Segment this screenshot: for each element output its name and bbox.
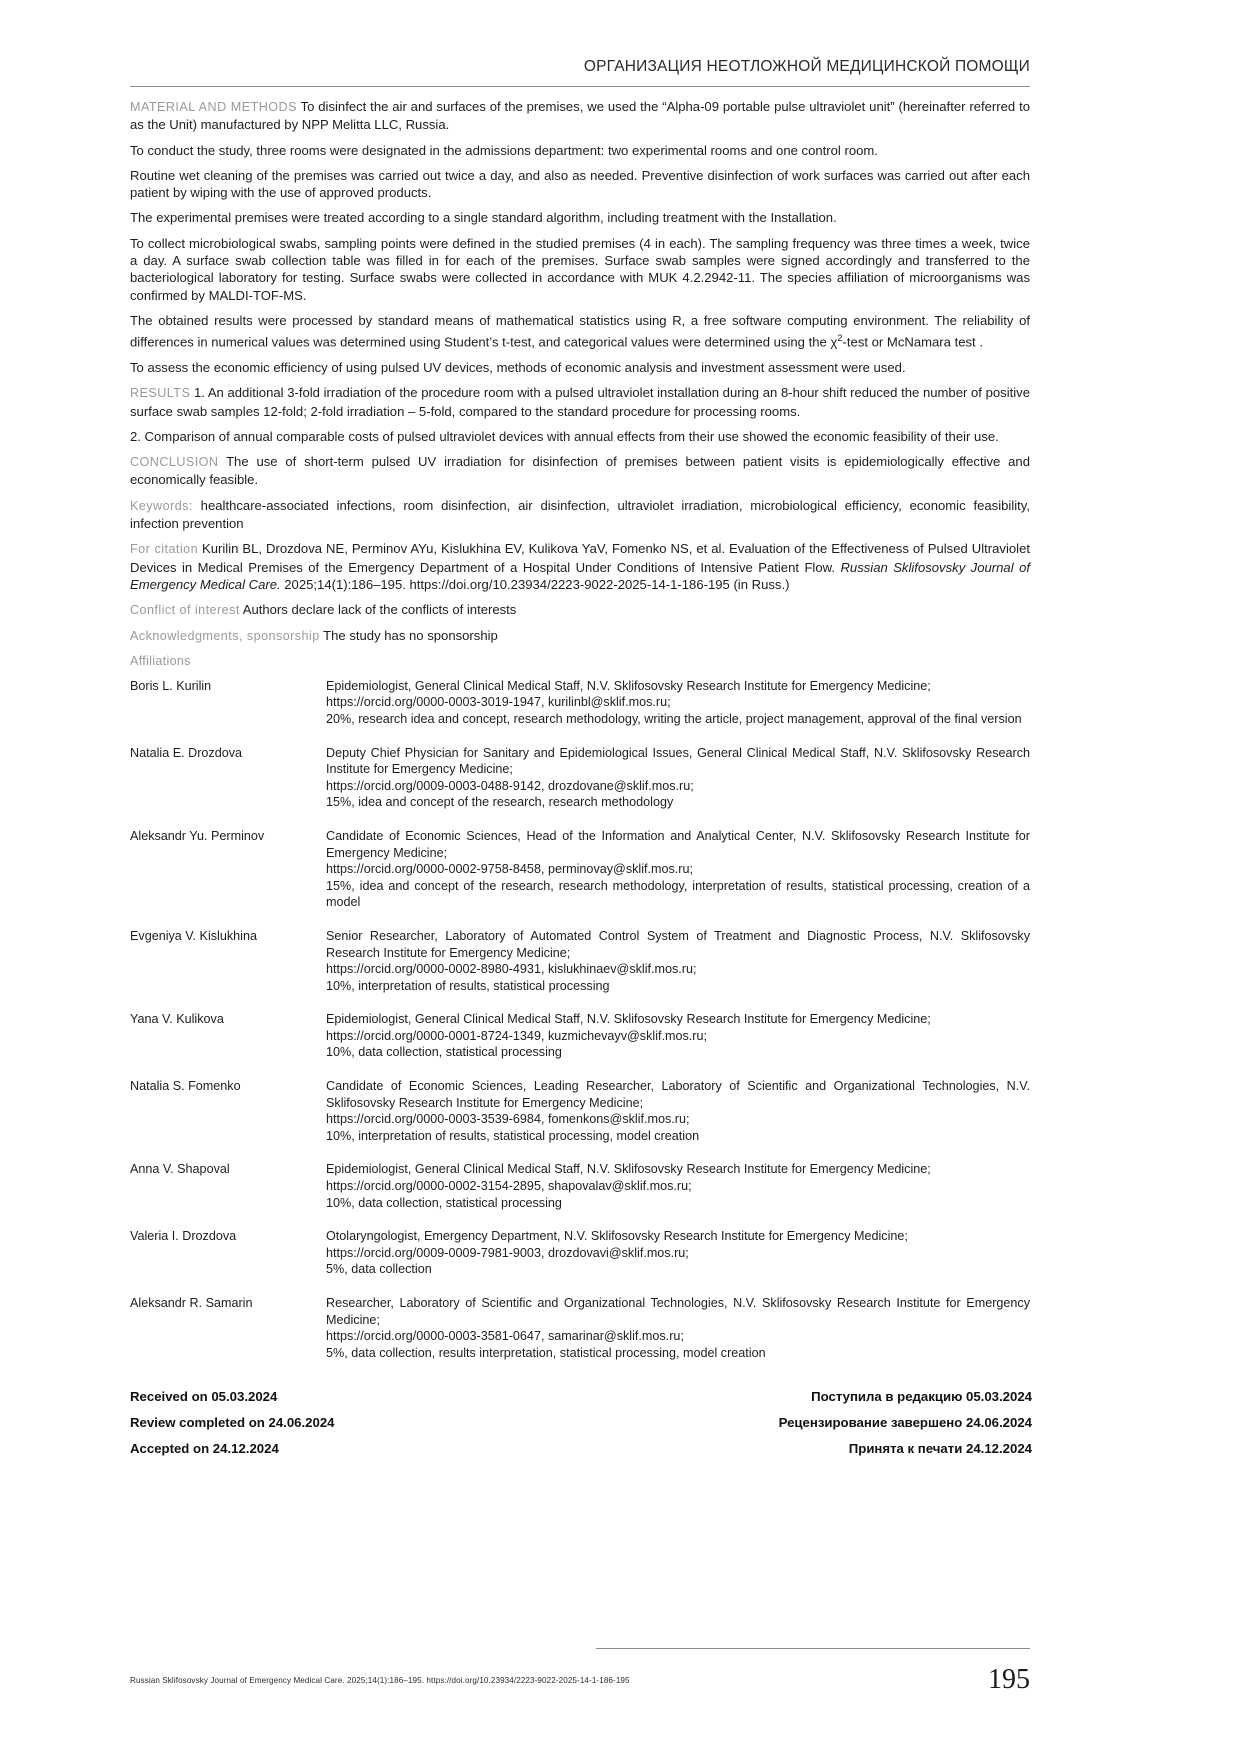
table-row [130, 1295, 1030, 1378]
author-affiliation-line: Researcher, Laboratory of Scientific and Organizational Technologies, N.V. Sklifosovsky Research Institute for Emergency Medicine; [326, 1296, 1030, 1327]
author-details [326, 1011, 1030, 1078]
table-row [130, 1161, 1030, 1228]
author-contribution-line: 10%, data collection, statistical processing [326, 1195, 562, 1210]
conflict-of-interest-label: Conflict of interest [130, 603, 240, 618]
paragraph-for-citation [130, 540, 1030, 593]
author-contribution-line: 10%, interpretation of results, statistical processing, model creation [326, 1128, 700, 1143]
table-row [130, 1228, 1030, 1295]
author-contribution-line: 15%, idea and concept of the research, research methodology [326, 795, 674, 810]
author-name: Yana V. Kulikova [130, 1012, 224, 1027]
page-number: 195 [988, 1664, 1030, 1695]
author-name: Aleksandr Yu. Perminov [130, 828, 265, 843]
affiliations-table-body [130, 678, 1030, 1379]
author-contribution-line: 10%, data collection, statistical processing [326, 1045, 562, 1060]
acknowledgments-label: Acknowledgments, sponsorship [130, 629, 320, 644]
author-orcid-email-line: https://orcid.org/0000-0003-3539-6984, fomenkons@sklif.mos.ru; [326, 1112, 690, 1127]
table-row [130, 828, 1030, 928]
review-completed-ru: Рецензирование завершено 24.06.2024 [778, 1415, 1032, 1430]
author-name: Valeria I. Drozdova [130, 1229, 237, 1244]
statistics-superscript: 2 [837, 332, 843, 344]
results-label: RESULTS [130, 386, 191, 401]
author-details [326, 1228, 1030, 1295]
date-row-received [130, 1384, 1032, 1410]
author-affiliation-line: Otolaryngologist, Emergency Department, N.V. Sklifosovsky Research Institute for Emergency Medicine; [326, 1229, 908, 1244]
footer-source-citation: Russian Sklifosovsky Journal of Emergency Medical Care. 2025;14(1):186–195. https://doi.org/10.23934/2223-9022-2025-14-1-186-195 [130, 1676, 630, 1685]
author-contribution-line: 10%, interpretation of results, statistical processing [326, 978, 610, 993]
author-details [326, 1295, 1030, 1378]
author-orcid-email-line: https://orcid.org/0000-0002-9758-8458, perminovay@sklif.mos.ru; [326, 862, 693, 877]
paragraph-keywords [130, 497, 1030, 533]
author-orcid-email-line: https://orcid.org/0000-0002-8980-4931, kislukhinaev@sklif.mos.ru; [326, 962, 697, 977]
author-orcid-email-line: https://orcid.org/0000-0003-3019-1947, kurilinbl@sklif.mos.ru; [326, 695, 671, 710]
author-affiliation-line: Deputy Chief Physician for Sanitary and Epidemiological Issues, General Clinical Medical Staff, N.V. Sklifosovsky Research Institute for Emergency Medicine; [326, 745, 1030, 777]
author-contribution-line: 5%, data collection, results interpretation, statistical processing, model creation [326, 1345, 766, 1360]
author-details [326, 745, 1030, 828]
received-en: Received on 05.03.2024 [130, 1389, 278, 1404]
affiliations-heading: Affiliations [130, 653, 191, 668]
author-affiliation-line: Epidemiologist, General Clinical Medical Staff, N.V. Sklifosovsky Research Institute for Emergency Medicine; [326, 1012, 931, 1027]
conclusion-text: The use of short-term pulsed UV irradiation for disinfection of premises between patient visits is epidemiologically effective and economically feasible. [130, 454, 1030, 488]
table-row [130, 745, 1030, 828]
running-head: ОРГАНИЗАЦИЯ НЕОТЛОЖНОЙ МЕДИЦИНСКОЙ ПОМОЩИ [583, 58, 1030, 75]
paragraph-results-2: 2. Comparison of annual comparable costs of pulsed ultraviolet devices with annual effects from their use showed the economic feasibility of their use. [130, 428, 999, 444]
author-contribution-line: 5%, data collection [326, 1262, 432, 1277]
accepted-ru: Принята к печати 24.12.2024 [848, 1441, 1032, 1456]
paragraph-acknowledgments [130, 627, 1030, 645]
author-affiliation-line: Epidemiologist, General Clinical Medical Staff, N.V. Sklifosovsky Research Institute for Emergency Medicine; [326, 1162, 931, 1177]
table-row [130, 1011, 1030, 1078]
author-contribution-line: 15%, idea and concept of the research, research methodology, interpretation of results, statistical processing, creation of a model [326, 878, 1030, 910]
author-name: Anna V. Shapoval [130, 1162, 230, 1177]
statistics-text-b: -test or McNamara test . [842, 334, 983, 350]
author-orcid-email-line: https://orcid.org/0009-0009-7981-9003, drozdovavi@sklif.mos.ru; [326, 1245, 689, 1260]
paragraph-swabs: To collect microbiological swabs, sampling points were defined in the studied premises (4 in each). The sampling frequency was three times a week, twice a day. A surface swab collection table was filled in for each of the premises. Surface swab samples were signed accordingly and transferred to the bacteriological laboratory for testing. Surface swabs were collected in accordance with MUK 4.2.2942-11. The species affiliation of microorganisms was confirmed by MALDI-TOF-MS. [130, 235, 1030, 303]
paragraph-economic-methods: To assess the economic efficiency of using pulsed UV devices, methods of economic analysis and investment assessment were used. [130, 359, 906, 375]
paragraph-results-1 [130, 384, 1030, 420]
keywords-text: healthcare-associated infections, room disinfection, air disinfection, ultraviolet irradiation, microbiological efficiency, economic feasibility, infection prevention [130, 497, 1030, 531]
author-contribution-line: 20%, research idea and concept, research methodology, writing the article, project management, approval of the final version [326, 711, 1022, 726]
paragraph-conflict-of-interest [130, 601, 1030, 619]
statistics-text-a: The obtained results were processed by standard means of mathematical statistics using R, a free software computing environment. The reliability of differences in numerical values was determined using Student’s t-test, and categorical values were determined using the χ [130, 312, 1030, 350]
publication-dates-block [130, 1384, 1032, 1462]
author-details [326, 928, 1030, 1011]
material-methods-label: MATERIAL AND METHODS [130, 100, 297, 114]
received-ru: Поступила в редакцию 05.03.2024 [811, 1389, 1032, 1404]
material-methods-text: To disinfect the air and surfaces of the premises, we used the “Alpha-09 portable pulse ultraviolet unit” (hereinafter referred to as the Unit) manufactured by NPP Melitta LLC, Russia. [130, 99, 1030, 133]
conflict-of-interest-text: Authors declare lack of the conflicts of interests [239, 602, 517, 618]
date-row-accepted [130, 1436, 1032, 1462]
conclusion-label: CONCLUSION [130, 455, 219, 470]
author-details [326, 1161, 1030, 1228]
paragraph-material-methods [130, 98, 1030, 134]
author-name: Boris L. Kurilin [130, 678, 212, 693]
acknowledgments-text: The study has no sponsorship [319, 628, 498, 644]
author-details [326, 828, 1030, 928]
paragraph-statistics [130, 312, 1030, 351]
author-affiliation-line: Epidemiologist, General Clinical Medical Staff, N.V. Sklifosovsky Research Institute for Emergency Medicine; [326, 678, 931, 693]
for-citation-text-a: Kurilin BL, Drozdova NE, Perminov AYu, Kislukhina EV, Kulikova YaV, Fomenko NS, et al. Evaluation of the Effectiveness of Pulsed Ultraviolet Devices in Medical Premises of the Emergency Department of a Hospital Under Conditions of Intensive Patient Flow. [130, 541, 1030, 575]
author-affiliation-line: Candidate of Economic Sciences, Leading Researcher, Laboratory of Scientific and Organizational Technologies, N.V. Sklifosovsky Research Institute for Emergency Medicine; [326, 1079, 1030, 1110]
review-completed-en: Review completed on 24.06.2024 [130, 1415, 335, 1430]
article-body-column [130, 98, 1030, 1378]
date-row-review-completed [130, 1410, 1032, 1436]
author-details [326, 1078, 1030, 1161]
author-name: Evgeniya V. Kislukhina [130, 928, 257, 943]
author-orcid-email-line: https://orcid.org/0000-0001-8724-1349, kuzmichevayv@sklif.mos.ru; [326, 1028, 707, 1043]
running-head-rule [130, 86, 1030, 87]
accepted-en: Accepted on 24.12.2024 [130, 1441, 279, 1456]
author-name: Aleksandr R. Samarin [130, 1296, 253, 1310]
affiliations-table [130, 678, 1030, 1379]
author-affiliation-line: Senior Researcher, Laboratory of Automated Control System of Treatment and Diagnostic Process, N.V. Sklifosovsky Research Institute for Emergency Medicine; [326, 928, 1030, 960]
for-citation-text-b: 2025;14(1):186–195. https://doi.org/10.23934/2223-9022-2025-14-1-186-195 (in Russ.) [280, 576, 790, 592]
author-name: Natalia S. Fomenko [130, 1079, 241, 1094]
author-orcid-email-line: https://orcid.org/0000-0003-3581-0647, samarinar@sklif.mos.ru; [326, 1329, 684, 1344]
for-citation-journal: Russian Sklifosovsky Journal of Emergency Medical Care. [130, 559, 1030, 592]
table-row [130, 678, 1030, 745]
paragraph-algorithm: The experimental premises were treated according to a single standard algorithm, including treatment with the Installation. [130, 210, 837, 226]
author-orcid-email-line: https://orcid.org/0009-0003-0488-9142, drozdovane@sklif.mos.ru; [326, 778, 694, 793]
table-row [130, 1078, 1030, 1161]
keywords-label: Keywords: [130, 498, 193, 513]
table-row [130, 928, 1030, 1011]
results-text-1: 1. An additional 3-fold irradiation of the procedure room with a pulsed ultraviolet installation during an 8-hour shift reduced the number of positive surface swab samples 12-fold; 2-fold irradiation – 5-fold, compared to the standard procedure for processing rooms. [130, 385, 1030, 419]
for-citation-label: For citation [130, 542, 199, 557]
paragraph-conclusion [130, 453, 1030, 489]
paragraph-rooms: To conduct the study, three rooms were designated in the admissions department: two experimental rooms and one control room. [130, 142, 878, 158]
author-details [326, 678, 1030, 745]
author-affiliation-line: Candidate of Economic Sciences, Head of the Information and Analytical Center, N.V. Sklifosovsky Research Institute for Emergency Medicine; [326, 828, 1030, 860]
paragraph-cleaning: Routine wet cleaning of the premises was carried out twice a day, and also as needed. Preventive disinfection of work surfaces was carried out after each patient by wiping with the use of approved products. [130, 167, 1030, 201]
footer-rule [596, 1648, 1030, 1649]
author-orcid-email-line: https://orcid.org/0000-0002-3154-2895, shapovalav@sklif.mos.ru; [326, 1179, 692, 1194]
author-name: Natalia E. Drozdova [130, 745, 242, 760]
